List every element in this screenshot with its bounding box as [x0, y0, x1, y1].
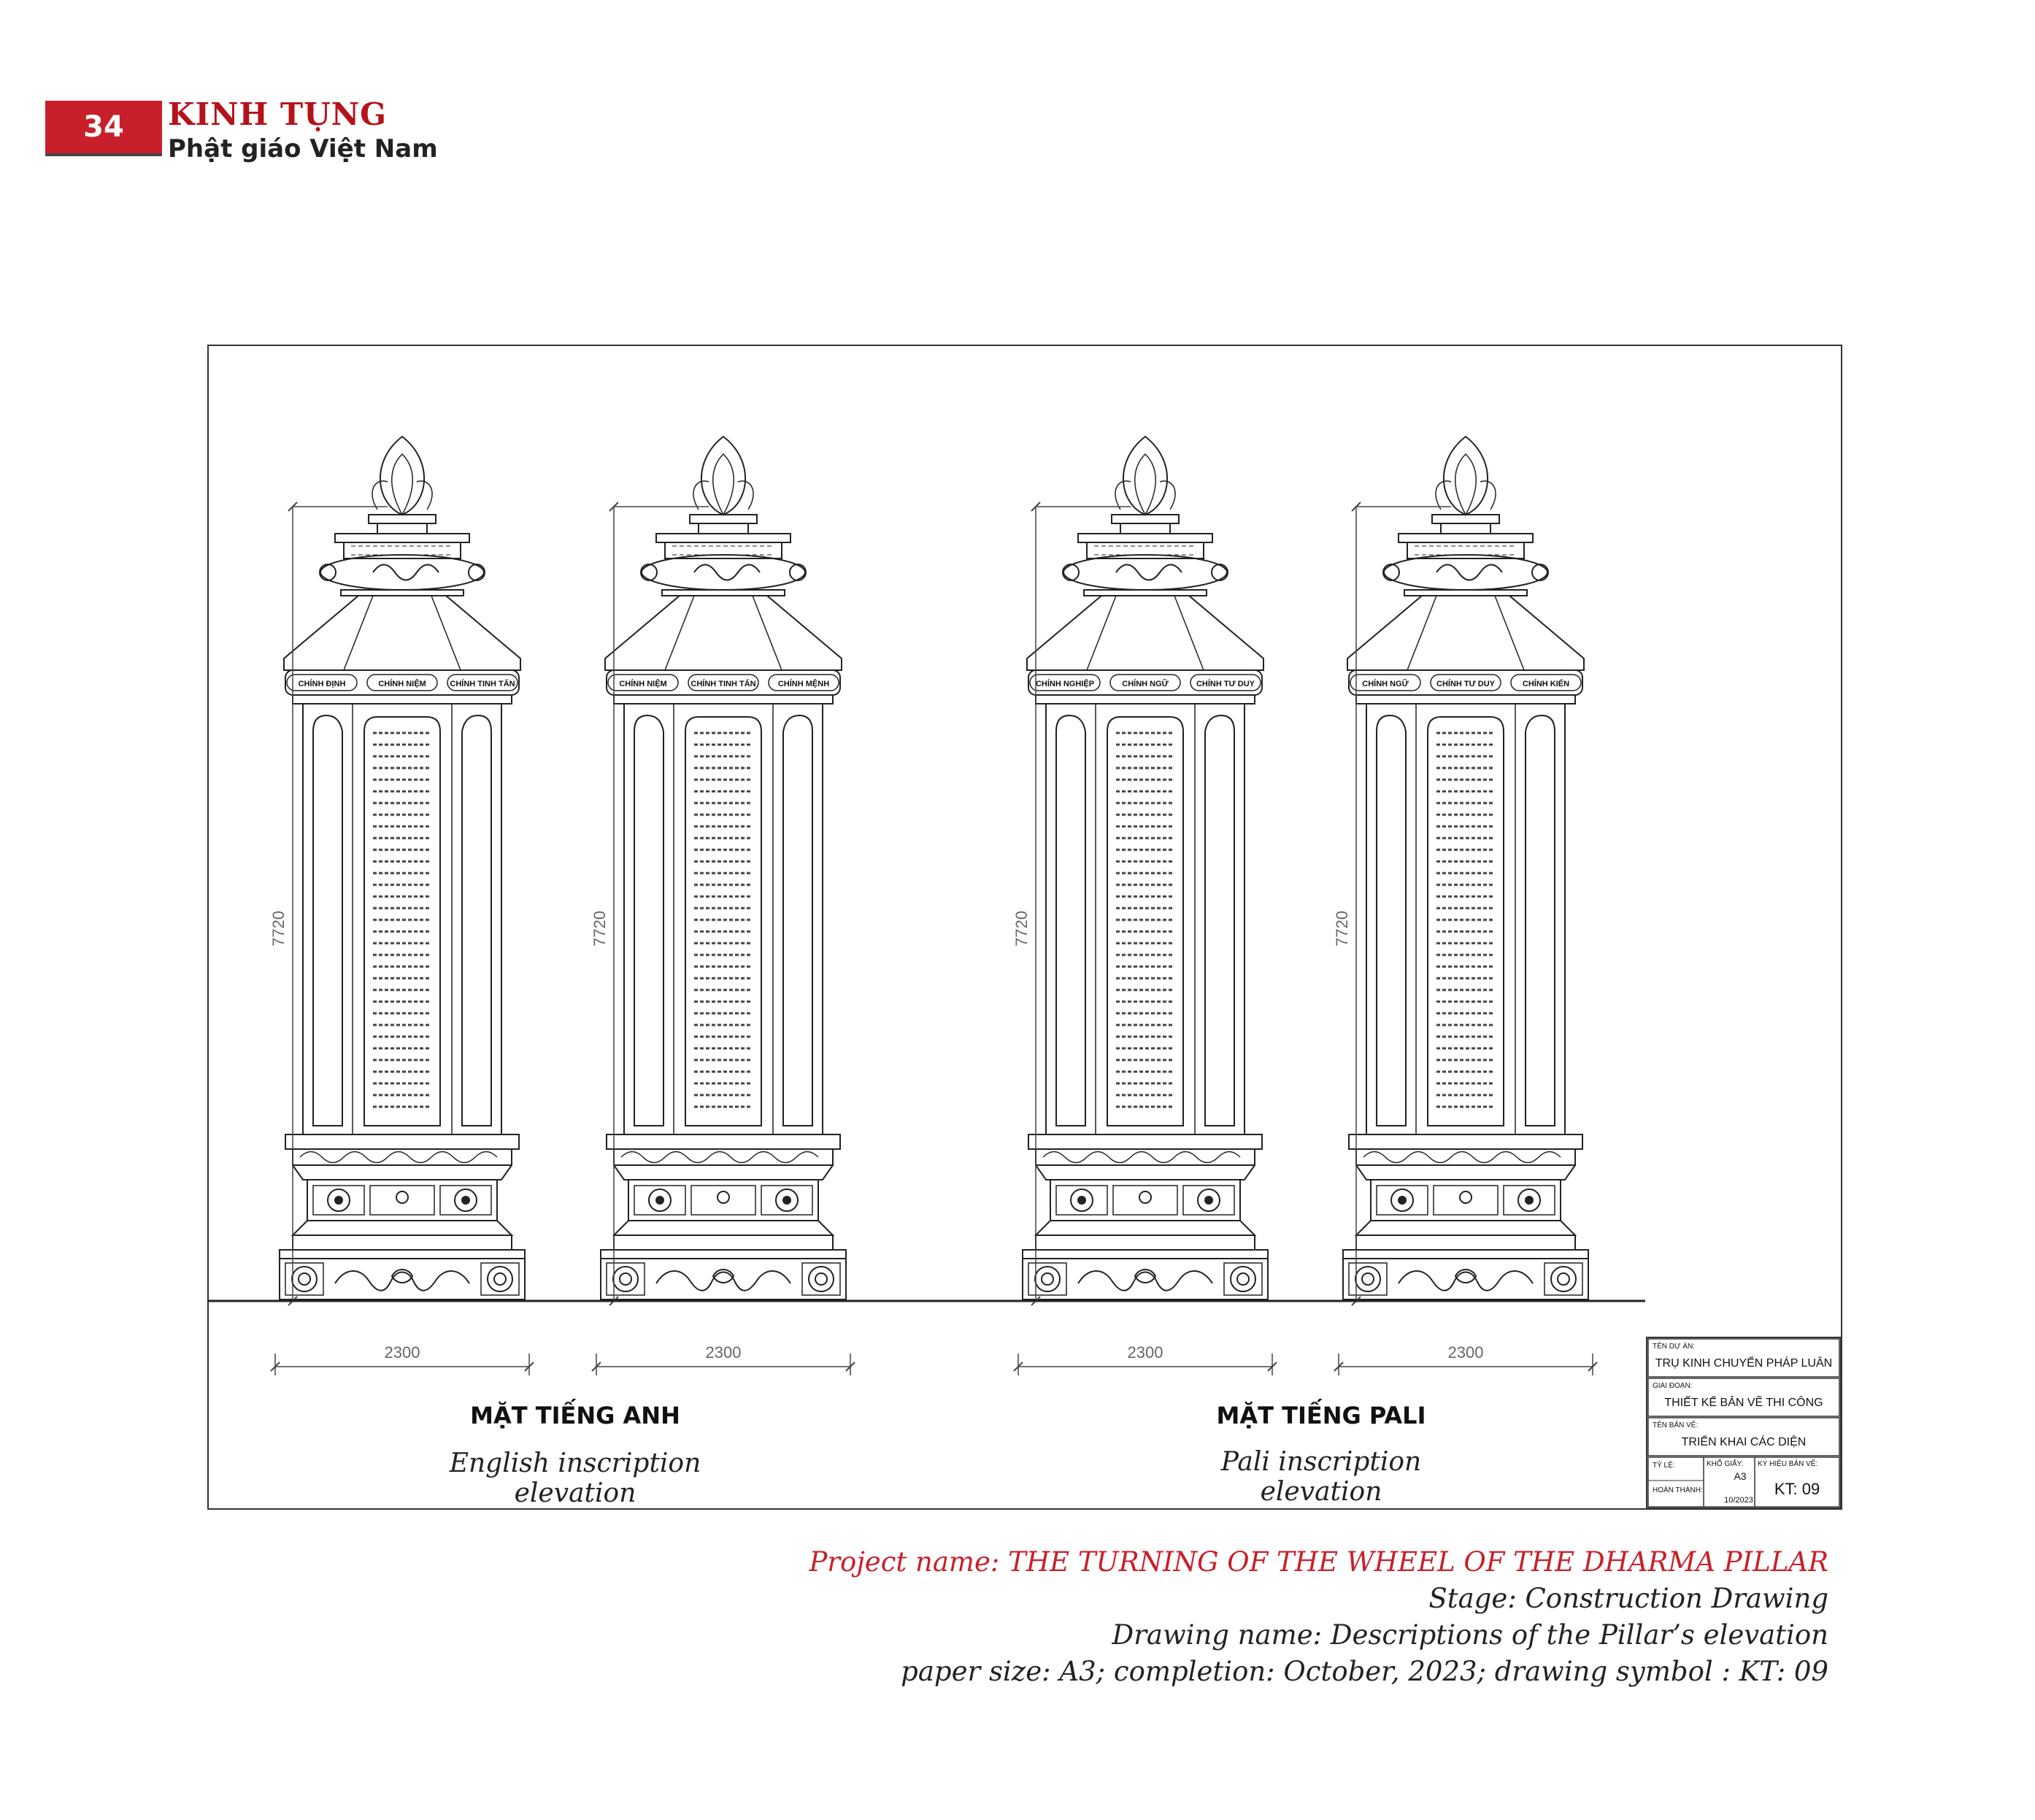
pillar-label: CHÍNH TƯ DUY — [1196, 680, 1255, 688]
tb-completion-label: HOÀN THÀNH: — [1653, 1486, 1703, 1494]
pillar-1-outline — [280, 437, 525, 1299]
meta-project — [809, 1546, 1828, 1578]
width-dim-text: 2300 — [705, 1343, 742, 1362]
height-dim-text: 7720 — [1333, 910, 1351, 947]
tb-symbol-label: KÝ HIỆU BẢN VẼ: — [1758, 1460, 1818, 1468]
pillar-label: CHÍNH NIỆM — [619, 680, 667, 688]
pillar-2 — [601, 437, 846, 1299]
tb-drawing: TRIỂN KHAI CÁC DIỆN — [1681, 1436, 1807, 1448]
pillar-label: CHÍNH NGHIỆP — [1035, 680, 1095, 688]
tb-stage: THIẾT KẾ BẢN VẼ THI CÔNG — [1664, 1397, 1823, 1409]
dimension-lines — [269, 502, 1597, 1375]
width-dim-text: 2300 — [384, 1343, 420, 1362]
caption-left-en: English inscription elevation — [449, 1448, 701, 1508]
height-dim-text: 7720 — [269, 910, 288, 947]
tb-paper: A3 — [1734, 1470, 1747, 1482]
meta-drawing-name: Drawing name: Descriptions of the Pillar’s elevation — [1112, 1619, 1828, 1651]
tb-symbol: KT: 09 — [1774, 1480, 1820, 1498]
caption-left — [429, 1402, 721, 1508]
pillar-label: CHÍNH ĐỊNH — [298, 680, 346, 688]
pillar-label: CHÍNH KIẾN — [1522, 680, 1570, 688]
caption-right-vi: MẶT TIẾNG PALI — [1216, 1402, 1426, 1429]
pillar-label: CHÍNH NIỆM — [378, 680, 426, 688]
pillar-label: CHÍNH TINH TẤN — [690, 680, 756, 688]
tb-completion: 10/2023 — [1724, 1496, 1753, 1505]
pillar-4 — [1343, 437, 1588, 1299]
width-dim-text: 2300 — [1127, 1343, 1163, 1362]
magazine-subtitle: Phật giáo Việt Nam — [168, 134, 438, 164]
meta-paper-line: paper size: A3; completion: October, 2023; drawing symbol : KT: 09 — [901, 1656, 1828, 1687]
pillar-label: CHÍNH TƯ DUY — [1436, 680, 1496, 688]
tb-project: TRỤ KINH CHUYỂN PHÁP LUÂN — [1655, 1357, 1833, 1370]
caption-left-vi: MẶT TIẾNG ANH — [470, 1402, 680, 1429]
pillar-3-outline — [1023, 437, 1268, 1299]
pillar-4-outline — [1343, 437, 1588, 1299]
pillar-label: CHÍNH NGỮ — [1362, 680, 1409, 688]
tb-paper-label: KHỔ GIẤY: — [1707, 1460, 1744, 1468]
tb-project-label: TÊN DỰ ÁN: — [1653, 1343, 1695, 1351]
height-dim-text: 7720 — [1012, 910, 1031, 947]
meta-stage: Stage: Construction Drawing — [1428, 1583, 1828, 1614]
meta-project-prefix: Project name: — [809, 1546, 1009, 1578]
caption-right — [1175, 1402, 1467, 1507]
magazine-title: KINH TỤNG — [168, 96, 387, 132]
caption-right-en: Pali inscription elevation — [1220, 1447, 1422, 1507]
meta-project-name: THE TURNING OF THE WHEEL OF THE DHARMA PILLAR — [1008, 1546, 1828, 1578]
tb-stage-label: GIAI ĐOẠN: — [1653, 1382, 1693, 1390]
pillar-3 — [1023, 437, 1268, 1299]
pillar-1 — [280, 437, 525, 1299]
tb-scale-label: TỶ LỆ: — [1653, 1462, 1675, 1470]
pillar-label: CHÍNH MỆNH — [777, 680, 830, 688]
width-dim-text: 2300 — [1447, 1343, 1484, 1362]
title-block — [1647, 1337, 1841, 1508]
elevation-drawing — [207, 345, 1842, 1510]
tb-drawing-label: TÊN BẢN VẼ: — [1653, 1421, 1699, 1429]
pillar-2-outline — [601, 437, 846, 1299]
page-number: 34 — [83, 110, 124, 144]
pillar-label: CHÍNH NGỮ — [1122, 680, 1169, 688]
height-dim-text: 7720 — [591, 910, 609, 947]
page-number-badge — [45, 101, 162, 156]
pillar-label: CHÍNH TINH TẤN — [450, 680, 515, 688]
